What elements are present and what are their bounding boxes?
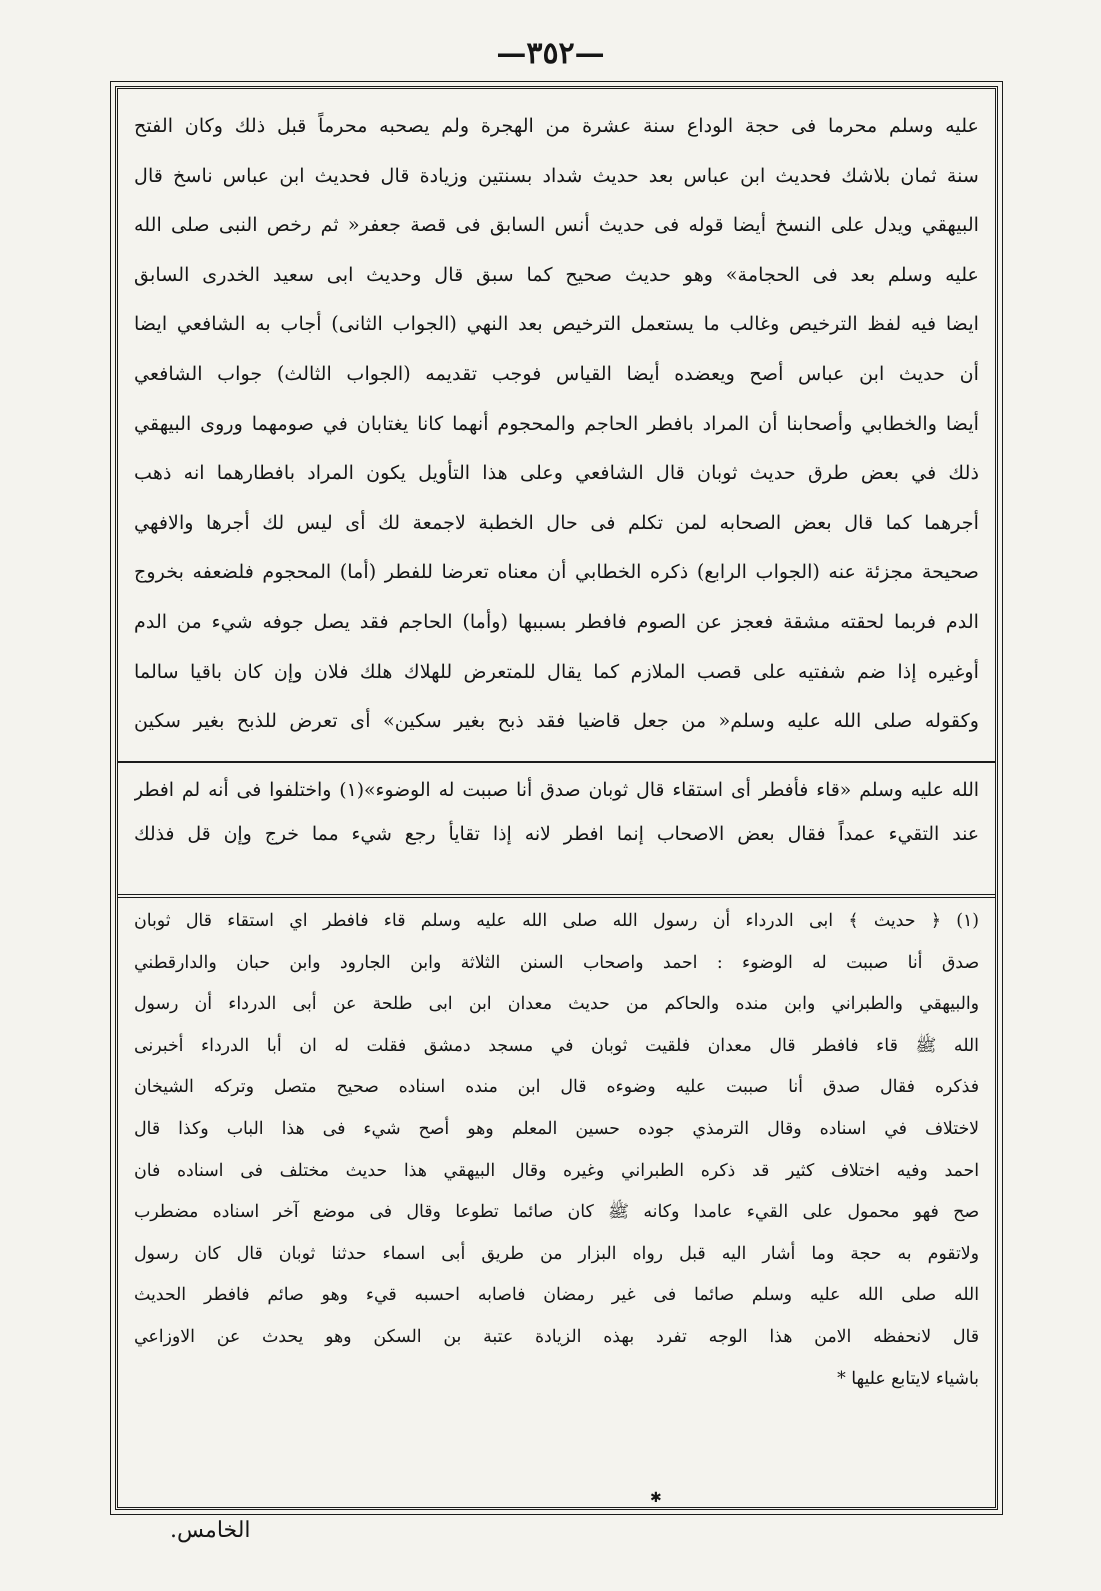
continuation-line: الله عليه وسلم «قاء فأفطر أى استقاء قال ثوبان صدق أنا صببت له الوضوء»(١) واختلفوا فى أنه لم افطر (134, 780, 979, 801)
footnote-line: صدق أنا صببت له الوضوء : احمد واصحاب السنن الثلاثة وابن الجارود وابن حبان والدارقطني (134, 952, 979, 973)
main-text-block (118, 101, 995, 746)
continuation-text-block (118, 769, 995, 857)
footnote-line: فذكره فقال صدق أنا صببت عليه وضوءه قال ابن منده اسناده صحيح متصل وتركه الشيخان (134, 1077, 979, 1098)
main-line: ايضا فيه لفظ الترخيص وغالب ما يستعمل الترخيص بعد النهي (الجواب الثانى) أجاب به الشافعي ايضا (134, 312, 979, 336)
footnote-line: الله ﷺ قاء فافطر قال معدان فلقيت ثوبان في مسجد دمشق فقلت له ان أبا الدرداء أخبرنى (134, 1035, 979, 1056)
main-line: عليه وسلم بعد فى الحجامة» وهو حديث صحيح كما سبق قال وحديث ابى سعيد الخدرى السابق (134, 262, 979, 286)
footnote-line: صح فهو محمول على القيء عامدا وكانه ﷺ كان صائما تطوعا وقال فى موضع آخر اسناده مضطرب (134, 1202, 979, 1223)
ornament-mark: ✱ (650, 1490, 662, 1506)
main-line: البيهقي ويدل على النسخ أيضا قوله فى حديث أنس السابق فى قصة جعفر« ثم رخص النبى صلى الله (134, 213, 979, 237)
main-line: عليه وسلم محرما فى حجة الوداع سنة عشرة من الهجرة ولم يصحبه محرماً قبل ذلك وكان الفتح (134, 114, 979, 137)
footnote-line: ولاتقوم به حجة وما أشار اليه قبل رواه البزار من طريق أبى اسماء حدثنا ثوبان قال كان رسول (134, 1243, 979, 1264)
main-line: وكقوله صلى الله عليه وسلم« من جعل قاضيا فقد ذبح بغير سكين» أى تعرض للذبح بغير سكين (134, 709, 979, 733)
footnote-line: احمد وفيه اختلاف كثير قد ذكره الطبراني وغيره وقال البيهقي هذا حديث مختلف فى اسناده فان (134, 1160, 979, 1181)
continuation-line: عند التقيء عمداً فقال بعض الاصحاب إنما افطر لانه إذا تقايأ رجع شيء مما خرج وإن قل فذلك (134, 824, 979, 845)
footnote-line: والبيهقي والطبراني وابن منده والحاكم من حديث معدان ابن ابى طلحة عن أبى الدرداء أن رسول (134, 994, 979, 1015)
main-line: أن حديث ابن عباس أصح ويعضده أيضا القياس فوجب تقديمه (الجواب الثالث) جواب الشافعي (134, 361, 979, 385)
main-line: أيضا والخطابي وأصحابنا أن المراد بافطر الحاجم والمحجوم أنهما كانا يغتابان في صومهما وروى البيهقي (134, 411, 979, 435)
main-line: أجرهما كما قال بعض الصحابه لمن تكلم فى حال الخطبة لاجمعة لك أى ليس لك أجرها والافهي (134, 510, 979, 534)
footnote-line: الله صلى الله عليه وسلم صائما فى غير رمضان فاصابه احسبه قيء وهو صائم فافطر الحديث (134, 1285, 979, 1306)
main-line: سنة ثمان بلاشك فحديث ابن عباس بعد حديث شداد بسنتين وزيادة قال فحديث ابن عباس ناسخ قال (134, 163, 979, 187)
main-line: صحيحة مجزئة عنه (الجواب الرابع) ذكره الخطابي أن معناه تعرضا للفطر (أما) المحجوم فلضعفه بخروج (134, 560, 979, 584)
main-line: ذلك في بعض طرق حديث ثوبان قال الشافعي وعلى هذا التأويل يكون المراد بافطارهما انه ذهب (134, 461, 979, 485)
footnote-line: قال لانحفظه الامن هذا الوجه تفرد بهذه الزيادة عتبة بن السكن وهو يحدث عن الاوزاعي (134, 1326, 979, 1347)
footnote-block (118, 901, 995, 1400)
footnote-line: لاختلاف في اسناده وقال الترمذي جوده حسين المعلم وهو أصح شيء فى هذا الباب وكذا قال (134, 1118, 979, 1139)
footnote-line: (١) ﴿ حديث ﴾ ابى الدرداء أن رسول الله صلى الله عليه وسلم قاء فافطر اي استقاء قال ثوبان (134, 911, 979, 931)
footnote-divider (118, 894, 995, 898)
page-frame (115, 86, 998, 1510)
main-line: الدم فربما لحقته مشقة فعجز عن الصوم فافطر بسببها (وأما) الحاجم فقد يصل جوفه شيء من الدم (134, 609, 979, 633)
footnote-line-last: باشياء لايتابع عليها * (837, 1368, 979, 1389)
page-number: —٣٥٢— (496, 36, 605, 71)
section-divider (118, 761, 995, 763)
main-line: أوغيره إذا ضم شفتيه على قصب الملازم كما يقال للمتعرض للهلاك هلك فلان وإن كان باقيا سالما (134, 659, 979, 683)
catchword: الخامس. (170, 1518, 251, 1543)
